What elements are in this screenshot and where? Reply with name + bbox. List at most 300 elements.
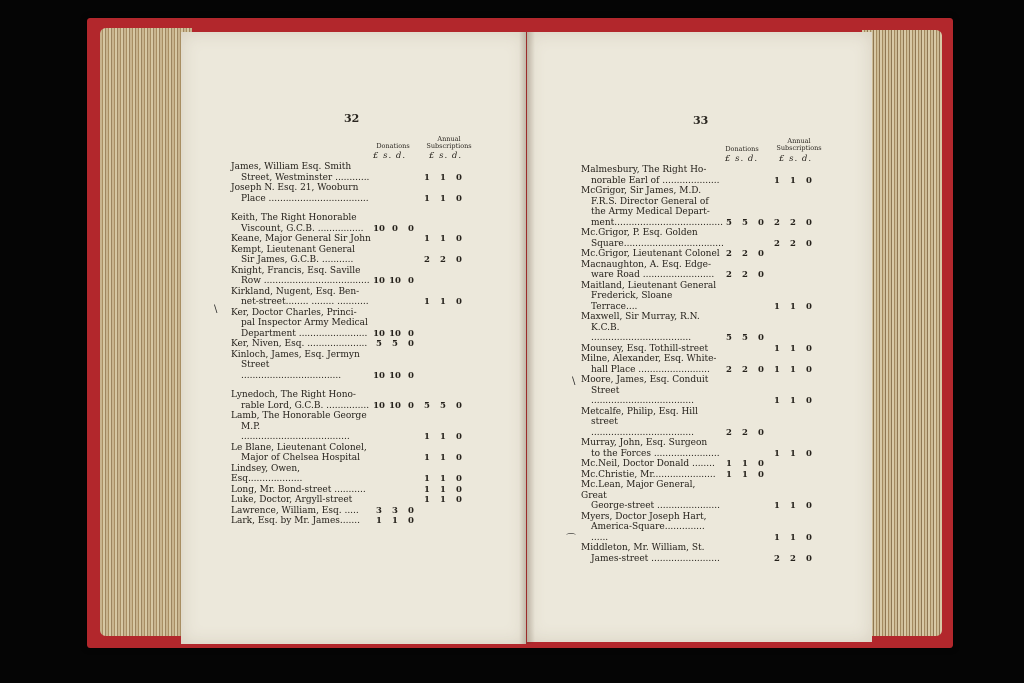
name-line: ment...................................... [591,217,723,228]
shillings-value: 1 [440,234,446,244]
pounds-value: 2 [726,427,732,438]
pounds-value: 1 [424,453,430,463]
subscriber-entry [581,312,817,344]
pencil-mark: ⌒ [566,534,576,545]
page-edges-left [100,28,192,636]
pence-value: 0 [456,400,462,411]
name-line: Viscount, G.C.B. ................ [241,223,364,234]
shillings-value: 2 [742,249,748,259]
name-line: James-street ........................ [591,553,720,564]
donations-header: Donations [725,145,759,153]
name-line: Lawrence, William, Esq. ..... [231,505,359,516]
annual-amount [419,495,467,506]
pence-value: 0 [456,484,462,495]
pence-value: 0 [758,217,764,228]
shillings-value: 5 [392,339,398,349]
subscriber-name [581,228,724,249]
subscriber-name [231,339,371,350]
name-line: Moore, James, Esq. Conduit [581,375,709,385]
subscriber-entry [581,344,817,355]
subscriber-entry [231,339,467,350]
donation-amount [721,470,769,481]
subscriber-name [231,308,371,340]
subscriber-name [581,260,721,281]
pence-value: 0 [758,364,764,375]
shillings-value: 1 [440,432,446,442]
name-line: Kinloch, James, Esq. Jermyn [231,349,360,360]
pounds-value: 1 [774,448,780,459]
shillings-value: 2 [790,238,796,249]
pence-value: 0 [408,370,414,381]
donation-amount [721,249,769,260]
pounds-value: 10 [373,400,385,411]
annual-amount [419,432,467,443]
pencil-mark: \ [572,376,576,387]
subscriber-name [581,249,721,260]
pounds-value: 1 [774,364,780,375]
page-number: 32 [344,112,360,125]
subscriber-entry [231,350,467,382]
shillings-value: 5 [742,333,748,343]
subscriber-name [581,407,721,439]
subscriber-entry [231,443,467,464]
name-line: Mc.Lean, Major General, Great [581,480,696,501]
pence-value: 0 [806,553,812,564]
pence-value: 0 [456,297,462,307]
annual-amount [769,365,817,376]
pounds-value: 2 [424,255,430,265]
pounds-value: 1 [774,175,780,186]
shillings-value: 0 [392,223,398,234]
shillings-value: 10 [389,370,401,381]
name-line: Joseph N. Esq. 21, Wooburn [231,183,359,193]
pounds-value: 5 [726,333,732,343]
name-line: Street, Westminster ............ [241,172,370,183]
pence-value: 0 [758,469,764,480]
annual-amount [769,344,817,355]
subscriber-entry [581,407,817,439]
name-line: rable Lord, G.C.B. ............... [241,400,370,411]
subscriber-entry [581,354,817,375]
pence-value: 0 [758,249,764,259]
book-gutter [519,32,535,644]
donations-units: £ s. d. [725,154,759,164]
subscriber-name [231,443,371,464]
donation-amount [721,428,769,439]
shillings-value: 2 [742,427,748,438]
pounds-value: 1 [424,484,430,495]
name-line: M.P. ...................................... [241,421,350,442]
annual-amount [769,554,817,565]
name-line: norable Earl of .................... [591,175,720,186]
subscriber-name [581,354,721,375]
pounds-value: 1 [774,343,780,354]
name-line: K.C.B. ................................... [591,322,692,343]
pence-value: 0 [408,505,414,516]
name-line: Malmesbury, The Right Ho- [581,165,707,175]
annual-units: £ s. d. [429,151,463,161]
pounds-value: 1 [424,297,430,307]
annual-amount [419,485,467,496]
pence-value: 0 [408,339,414,349]
subscriber-entry [581,260,817,281]
shillings-value: 10 [389,328,401,339]
shillings-value: 1 [742,469,748,480]
donation-amount [721,365,769,376]
pounds-value: 2 [774,553,780,564]
annual-amount [419,255,467,266]
pence-value: 0 [408,400,414,411]
subscriber-entry [581,228,817,249]
subscriber-entry [231,266,467,287]
pounds-value: 1 [726,469,732,480]
shillings-value: 3 [392,505,398,516]
subscriber-name [231,234,371,245]
donation-amount [721,218,769,229]
subscriber-name [581,459,721,470]
pounds-value: 2 [774,217,780,228]
name-line: pal Inspector Army Medical [241,318,368,328]
annual-amount [419,297,467,308]
annual-amount [769,239,817,250]
name-line: Lynedoch, The Right Hono- [231,390,356,400]
subscriber-name [231,411,371,443]
pence-value: 0 [408,516,414,526]
pounds-value: 1 [424,193,430,204]
name-line: Department ........................ [241,328,368,339]
subscriber-entry [231,308,467,340]
subscriber-entry [581,281,817,313]
name-line: America-Square.............. ...... [591,522,705,543]
subscriber-entry [581,470,817,481]
pounds-value: 10 [373,223,385,234]
pence-value: 0 [758,270,764,280]
name-line: James, William Esq. Smith [231,162,352,172]
pence-value: 0 [758,459,764,469]
subscriber-entry [231,464,467,485]
subscriber-name [581,543,721,564]
subscriber-name [231,506,371,517]
subscriber-name [581,281,721,313]
pounds-value: 2 [726,270,732,280]
subscriber-entry [231,390,467,411]
name-line: George-street ...................... [591,501,720,511]
subscriber-entry [231,495,467,506]
pounds-value: 1 [774,396,780,406]
subscriber-entry [231,411,467,443]
shillings-value: 5 [440,400,446,411]
annual-amount [769,176,817,187]
annual-amount [769,533,817,544]
subscriber-entry [231,287,467,308]
section-gap [231,381,467,390]
shillings-value: 1 [790,501,796,511]
annual-amount [419,173,467,184]
annual-amount [769,218,817,229]
left-page [181,32,526,644]
shillings-value: 1 [440,193,446,204]
right-page [527,32,872,642]
subscriber-entry [231,234,467,245]
name-line: Mc.Neil, Doctor Donald ........ [581,459,715,469]
name-line: Place ................................... [241,193,369,204]
name-line: Mc.Grigor, Lieutenant Colonel [581,249,720,259]
name-line: Kirkland, Nugent, Esq. Ben- [231,286,360,297]
name-line: Mounsey, Esq. Tothill-street [581,343,709,354]
shillings-value: 2 [440,255,446,265]
pounds-value: 5 [424,400,430,411]
subscriber-name [581,438,721,459]
name-line: Kempt, Lieutenant General [231,244,355,255]
shillings-value: 1 [440,453,446,463]
annual-amount [769,501,817,512]
donation-amount [371,276,419,287]
annual-amount [769,302,817,313]
pence-value: 0 [806,175,812,186]
subscriber-name [231,162,371,183]
subscriber-entry [231,485,467,496]
donation-amount [721,459,769,470]
subscriber-entry [581,165,817,186]
shillings-value: 1 [790,301,796,312]
donation-amount [371,516,419,527]
name-line: Keith, The Right Honorable [231,213,357,223]
shillings-value: 1 [790,448,796,459]
name-line: McGrigor, Sir James, M.D. [581,186,702,196]
pounds-value: 2 [726,249,732,259]
donation-amount [371,339,419,350]
name-line: Frederick, Sloane Terrace.... [591,291,673,312]
annual-amount [769,396,817,407]
name-line: Long, Mr. Bond-street ........... [231,484,366,495]
name-line: Metcalfe, Philip, Esq. Hill [581,406,698,417]
name-line: Mc.Christie, Mr...................... [581,469,716,480]
pence-value: 0 [456,193,462,204]
subscriber-name [231,390,371,411]
name-line: Maitland, Lieutenant General [581,280,717,291]
donations-units: £ s. d. [373,151,407,161]
shillings-value: 1 [440,474,446,484]
pounds-value: 10 [373,328,385,339]
pence-value: 0 [758,427,764,438]
pounds-value: 10 [373,276,385,286]
pounds-value: 1 [424,234,430,244]
name-line: Row ..................................... [241,276,370,286]
pence-value: 0 [806,301,812,312]
subscriber-name [231,516,371,527]
pencil-mark: \ [214,304,218,315]
name-line: street .................................... [591,417,694,438]
donation-amount [371,401,419,412]
shillings-value: 1 [440,172,446,183]
pence-value: 0 [456,234,462,244]
subscriber-name [581,375,721,407]
donation-amount [721,270,769,281]
name-line: Mc.Grigor, P. Esq. Golden [581,228,698,238]
pounds-value: 2 [774,238,780,249]
pence-value: 0 [456,495,462,505]
left-entries-list [231,162,467,527]
pounds-value: 1 [424,474,430,484]
donation-amount [721,333,769,344]
subscriber-entry [581,543,817,564]
right-entries-list [581,165,817,564]
annual-amount [419,194,467,205]
pence-value: 0 [806,343,812,354]
pounds-value: 1 [424,172,430,183]
pence-value: 0 [408,328,414,339]
annual-units: £ s. d. [779,154,813,164]
subscriber-name [231,464,371,485]
pence-value: 0 [758,333,764,343]
subscriber-name [581,186,721,228]
name-line: to the Forces ....................... [591,448,720,459]
subscriber-name [581,512,721,544]
shillings-value: 10 [389,276,401,286]
pounds-value: 5 [376,339,382,349]
subscriber-entry [231,162,467,183]
subscriber-entry [581,249,817,260]
annual-amount [769,449,817,460]
name-line: Murray, John, Esq. Surgeon [581,438,708,448]
annual-subscriptions-header: Annual Subscriptions [426,135,472,150]
pounds-value: 1 [376,516,382,526]
subscriber-entry [581,375,817,407]
pence-value: 0 [806,532,812,543]
donation-amount [371,329,419,340]
name-line: Ker, Doctor Charles, Princi- [231,307,357,318]
subscriber-name [581,480,721,512]
pence-value: 0 [456,172,462,183]
annual-amount [419,401,467,412]
subscriber-name [231,495,371,506]
pence-value: 0 [806,501,812,511]
subscriber-entry [231,245,467,266]
pence-value: 0 [806,217,812,228]
name-line: Lark, Esq. by Mr. James....... [231,516,360,526]
name-line: Street ................................... [241,360,342,381]
subscriber-entry [581,512,817,544]
name-line: net-street........ ........ ........... [241,297,369,307]
name-line: the Army Medical Depart- [591,207,710,217]
name-line: Keane, Major General Sir John [231,234,371,244]
pounds-value: 1 [774,301,780,312]
subscriber-name [581,344,721,355]
subscriber-name [581,312,721,344]
annual-amount [419,474,467,485]
subscriber-name [231,266,371,287]
name-line: Knight, Francis, Esq. Saville [231,265,361,276]
name-line: Major of Chelsea Hospital [241,453,361,463]
annual-amount [419,453,467,464]
pence-value: 0 [806,448,812,459]
subscriber-entry [231,506,467,517]
page-edges-right [862,30,942,636]
subscriber-entry [231,183,467,204]
subscriber-name [231,350,371,382]
shillings-value: 1 [440,495,446,505]
shillings-value: 1 [440,484,446,495]
shillings-value: 1 [790,343,796,354]
pounds-value: 1 [424,495,430,505]
subscriber-entry [231,516,467,527]
pence-value: 0 [408,223,414,234]
section-gap [231,204,467,213]
pence-value: 0 [456,474,462,484]
pence-value: 0 [408,276,414,286]
name-line: Lamb, The Honorable George [231,411,367,421]
shillings-value: 2 [742,270,748,280]
pounds-value: 2 [726,364,732,375]
subscriber-entry [581,438,817,459]
page-number: 33 [693,114,709,127]
pence-value: 0 [806,238,812,249]
pounds-value: 10 [373,370,385,381]
subscriber-name [231,485,371,496]
name-line: hall Place ......................... [591,364,710,375]
name-line: F.R.S. Director General of [591,196,709,207]
name-line: Square................................... [591,238,724,249]
subscriber-name [231,287,371,308]
annual-subscriptions-header: Annual Subscriptions [776,137,822,152]
subscriber-name [231,183,371,204]
subscriber-entry [231,213,467,234]
subscriber-entry [581,480,817,512]
name-line: Middleton, Mr. William, St. [581,543,705,553]
name-line: ware Road ......................... [591,270,715,280]
name-line: Milne, Alexander, Esq. White- [581,354,717,364]
pounds-value: 1 [726,459,732,469]
shillings-value: 1 [790,396,796,406]
pounds-value: 5 [726,217,732,228]
pence-value: 0 [456,255,462,265]
shillings-value: 1 [392,516,398,526]
name-line: Myers, Doctor Joseph Hart, [581,511,707,522]
subscriber-entry [581,459,817,470]
shillings-value: 1 [790,532,796,543]
pounds-value: 1 [424,432,430,442]
shillings-value: 2 [790,217,796,228]
shillings-value: 1 [790,364,796,375]
name-line: Sir James, G.C.B. ........... [241,255,354,265]
name-line: Lindsey, Owen, Esq................... [231,463,303,484]
shillings-value: 10 [389,400,401,411]
pence-value: 0 [456,453,462,463]
pounds-value: 1 [774,532,780,543]
annual-amount [419,234,467,245]
shillings-value: 1 [742,459,748,469]
name-line: Le Blane, Lieutenant Colonel, [231,442,367,453]
pounds-value: 3 [376,505,382,516]
shillings-value: 5 [742,217,748,228]
name-line: Ker, Niven, Esq. ..................... [231,339,368,349]
name-line: Street .................................... [591,385,694,406]
subscriber-name [231,213,371,234]
subscriber-entry [581,186,817,228]
donation-amount [371,506,419,517]
pounds-value: 1 [774,501,780,511]
subscriber-name [581,165,721,186]
donation-amount [371,224,419,235]
name-line: Maxwell, Sir Murray, R.N. [581,312,700,322]
name-line: Luke, Doctor, Argyll-street [231,495,353,505]
shillings-value: 1 [440,297,446,307]
donation-amount [371,371,419,382]
pence-value: 0 [456,432,462,442]
pence-value: 0 [806,396,812,406]
shillings-value: 1 [790,175,796,186]
shillings-value: 2 [742,364,748,375]
